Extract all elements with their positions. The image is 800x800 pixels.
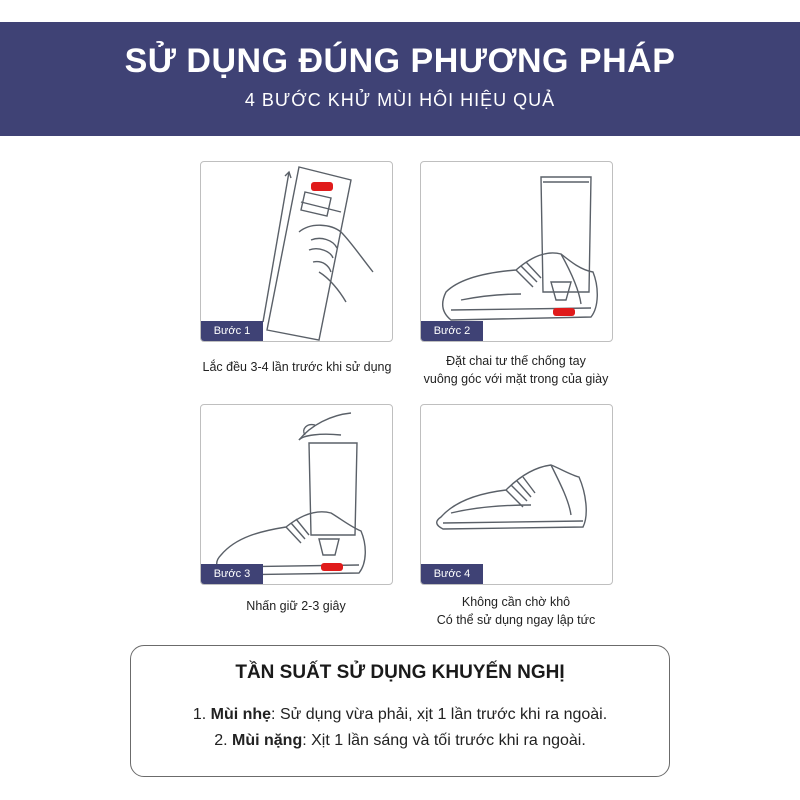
red-nozzle-icon	[311, 182, 333, 191]
frequency-item-2-number: 2.	[214, 732, 228, 749]
frequency-item-1-label: Mùi nhẹ	[210, 706, 272, 723]
step-3-card	[200, 404, 393, 585]
step-3-caption-line-1: Nhấn giữ 2-3 giây	[246, 599, 346, 613]
step-3-badge: Bước 3	[201, 564, 263, 584]
step-4-badge: Bước 4	[421, 564, 483, 584]
step-4-card	[420, 404, 613, 585]
step-2-caption	[396, 352, 636, 388]
page-title: SỬ DỤNG ĐÚNG PHƯƠNG PHÁP	[124, 42, 676, 80]
step-4-caption-line-2: Có thể sử dụng ngay lập tức	[436, 613, 596, 627]
step-1-caption	[177, 358, 417, 376]
press-hold-illustration	[201, 405, 393, 585]
frequency-item-1-number: 1.	[192, 706, 207, 723]
page-subtitle: 4 BƯỚC KHỬ MÙI HÔI HIỆU QUẢ	[244, 90, 556, 110]
clean-shoe-illustration	[421, 405, 613, 585]
step-4-caption-line-1: Không cần chờ khô	[461, 595, 571, 609]
step-1-caption-line-1: Lắc đều 3-4 lần trước khi sử dụng	[202, 360, 392, 374]
usage-frequency-box	[130, 645, 670, 777]
step-4-caption	[396, 593, 636, 629]
frequency-item-2-text: : Xịt 1 lần sáng và tối trước khi ra ngoài.	[302, 732, 586, 749]
frequency-title: TẦN SUẤT SỬ DỤNG KHUYẾN NGHỊ	[235, 662, 565, 683]
header-banner	[0, 22, 800, 136]
step-2-caption-line-2: vuông góc với mặt trong của giày	[423, 372, 609, 386]
frequency-item-2	[131, 732, 669, 750]
step-2-badge: Bước 2	[421, 321, 483, 341]
red-nozzle-icon	[321, 563, 343, 571]
bottle-in-shoe-illustration	[421, 162, 613, 342]
step-2-caption-line-1: Đặt chai tư thế chống tay	[446, 354, 586, 368]
frequency-item-1	[131, 706, 669, 724]
spray-shake-illustration	[201, 162, 393, 342]
step-1-badge: Bước 1	[201, 321, 263, 341]
step-3-caption	[176, 597, 416, 615]
red-nozzle-icon	[553, 308, 575, 316]
step-1-card	[200, 161, 393, 342]
step-2-card	[420, 161, 613, 342]
frequency-item-1-text: : Sử dụng vừa phải, xịt 1 lần trước khi ra ngoài.	[271, 706, 608, 723]
frequency-item-2-label: Mùi nặng	[232, 732, 303, 749]
